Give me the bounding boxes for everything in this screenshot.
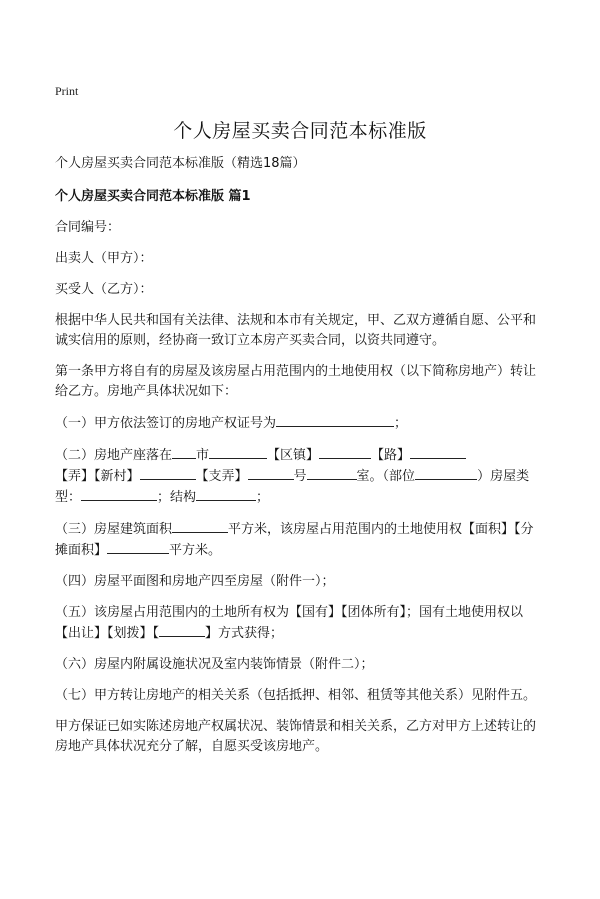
document-body — [55, 152, 546, 757]
item-3-text-b: 平方米，该房屋占用范围内的土地使用权【面积】【分摊面积】 — [55, 522, 534, 558]
item-5-text-b: 】方式获得； — [205, 626, 284, 641]
item-2-text-g: 号 — [293, 469, 307, 484]
intro-paragraph: 根据中华人民共和国有关法律、法规和本市有关规定，甲、乙双方遵循自愿、公平和诚实信用的原则，经协商一致订立本房产买卖合同，以资共同遵守。 — [55, 313, 537, 348]
item-3-text-c: 平方米。 — [169, 543, 222, 558]
acquisition-method-blank — [159, 623, 205, 637]
item-2-text-i: ）房屋类型： — [55, 469, 530, 505]
item-5-paragraph — [55, 603, 546, 644]
certificate-number-blank — [276, 413, 394, 427]
item-2-text-j: ；结构 — [157, 490, 197, 505]
item-2-text-f: 【支弄】 — [195, 469, 248, 484]
document-subtitle: 个人房屋买卖合同范本标准版（精选18篇） — [55, 156, 306, 171]
item-3-text-a: （三）房屋建筑面积 — [55, 522, 173, 537]
item-6-line: （六）房屋内附属设施状况及室内装饰情景（附件二）； — [55, 657, 374, 672]
item-2-text-c: 【区镇】 — [267, 448, 320, 463]
contract-number-line: 合同编号： — [55, 220, 121, 235]
item-1-text: （一）甲方依法签订的房地产权证号为 — [55, 416, 277, 431]
item-3-paragraph — [55, 519, 546, 561]
item-2-text-a: （二）房地产座落在 — [55, 448, 173, 463]
print-label: Print — [55, 84, 79, 98]
district-blank — [319, 445, 371, 459]
road-blank — [410, 445, 466, 459]
item-2-text-k: ； — [256, 490, 270, 505]
item-5-text-a: （五）该房屋占用范围内的土地所有权为【国有】【团体所有】；国有土地使用权以【出让】【划拨】【 — [55, 605, 524, 641]
structure-blank — [196, 487, 256, 501]
building-area-blank — [172, 519, 228, 533]
closing-paragraph: 甲方保证已如实陈述房地产权属状况、装饰情景和相关关系，乙方对甲方上述转让的房地产具体状况充分了解，自愿买受该房地产。 — [55, 719, 537, 754]
buyer-line: 买受人（乙方）： — [55, 282, 153, 297]
position-blank — [415, 466, 477, 480]
section-heading: 个人房屋买卖合同范本标准版 篇1 — [55, 189, 251, 204]
lane-blank — [248, 466, 294, 480]
item-2-text-d: 【路】 — [371, 448, 411, 463]
item-4-line: （四）房屋平面图和房地产四至房屋（附件一）； — [55, 574, 335, 589]
item-2-paragraph — [55, 445, 546, 508]
page-title: 个人房屋买卖合同范本标准版 — [173, 120, 427, 142]
item-1-line — [55, 413, 546, 434]
item-2-text-b: 市 — [196, 448, 210, 463]
number-blank — [307, 466, 357, 480]
seller-line: 出卖人（甲方）： — [55, 251, 153, 266]
city-blank — [209, 445, 267, 459]
item-1-end: ； — [394, 416, 408, 431]
item-7-paragraph: （七）甲方转让房地产的相关关系（包括抵押、相邻、租赁等其他关系）见附件五。 — [55, 688, 537, 703]
land-area-blank — [107, 540, 169, 554]
village-blank — [140, 466, 196, 480]
article-1-paragraph: 第一条甲方将自有的房屋及该房屋占用范围内的土地使用权（以下简称房地产）转让给乙方。房地产具体状况如下： — [55, 364, 537, 399]
item-2-text-h: 室。（部位 — [356, 469, 416, 484]
house-type-blank — [81, 487, 157, 501]
item-2-text-e: 【弄】【新村】 — [55, 469, 140, 484]
location-blank — [172, 445, 196, 459]
